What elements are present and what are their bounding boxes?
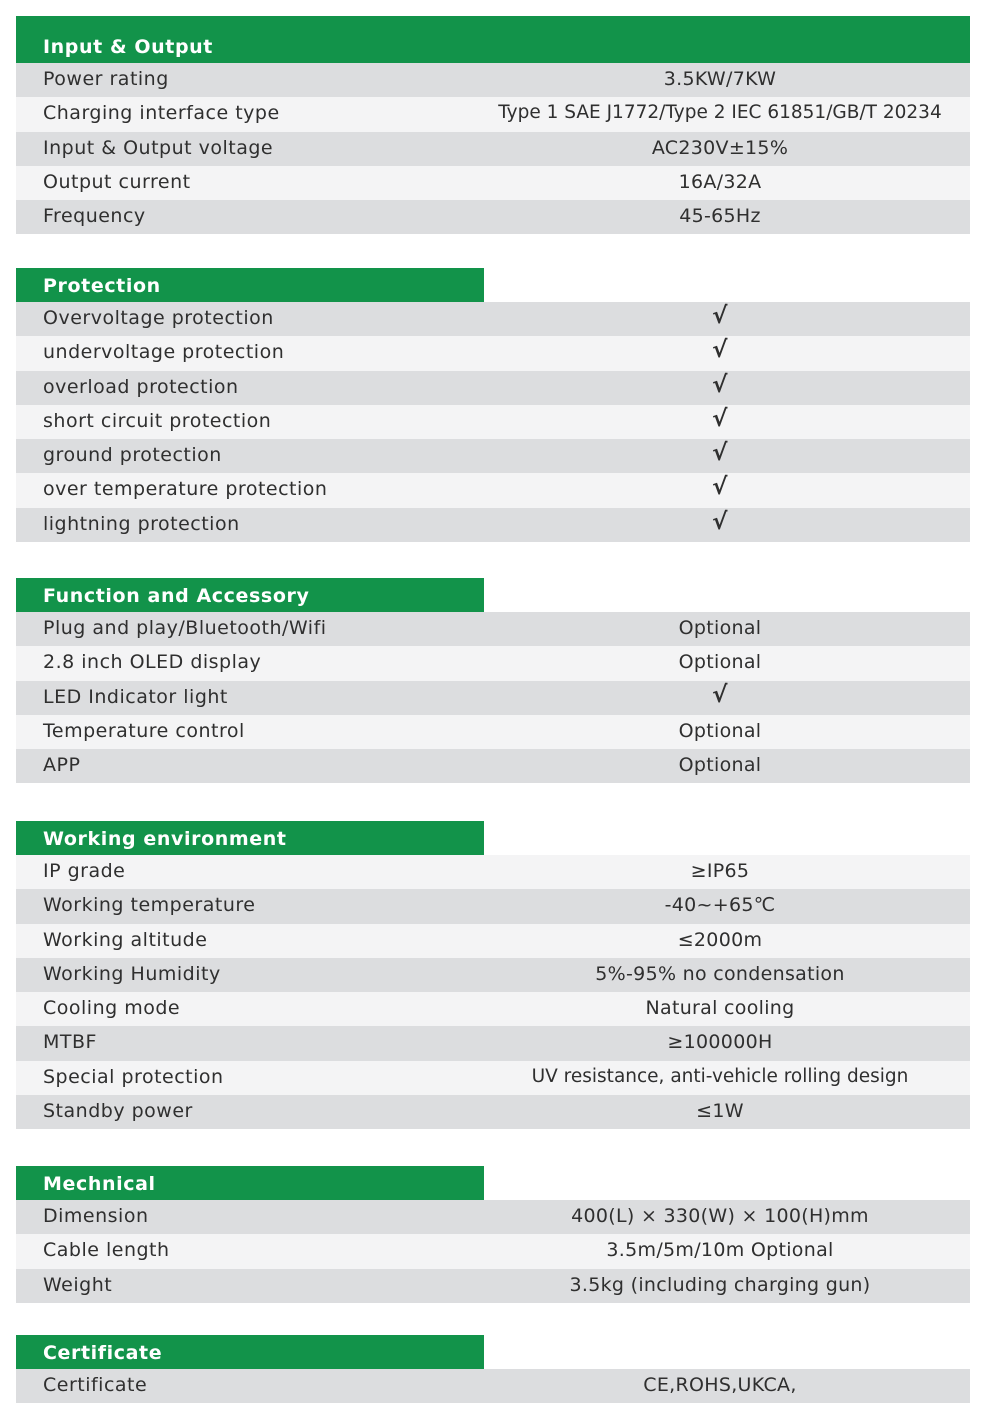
spec-label: Weight: [43, 1273, 113, 1296]
spec-label: over temperature protection: [43, 478, 328, 501]
spec-label: overload protection: [43, 375, 239, 398]
spec-label: Certificate: [43, 1374, 148, 1396]
spec-row: [16, 97, 970, 131]
section-header: [16, 29, 970, 63]
section-3: [16, 821, 970, 1129]
spec-row: [16, 1026, 970, 1060]
spec-value: 16A/32A: [678, 170, 762, 193]
section-title: Mechnical: [43, 1173, 156, 1195]
spec-value: 3.5kg (including charging gun): [569, 1273, 871, 1296]
section-title: Certificate: [43, 1342, 163, 1364]
spec-value: Optional: [678, 754, 762, 777]
spec-value: AC230V±15%: [651, 136, 789, 159]
spec-value: ≤1W: [696, 1100, 744, 1123]
spec-value: CE,ROHS,UKCA,: [643, 1374, 797, 1396]
spec-row: [16, 200, 970, 234]
section-4: [16, 1166, 970, 1303]
spec-label: Charging interface type: [43, 102, 280, 125]
spec-row: [16, 992, 970, 1026]
spec-value: -40~+65℃: [664, 894, 776, 917]
spec-row: [16, 1369, 970, 1403]
spec-label: lightning protection: [43, 512, 240, 535]
section-1: [16, 268, 970, 542]
check-mark-icon: √: [712, 337, 728, 364]
spec-label: Working Humidity: [43, 962, 221, 985]
spec-value: Type 1 SAE J1772/Type 2 IEC 61851/GB/T 20234: [498, 102, 942, 124]
spec-row: [16, 1200, 970, 1234]
spec-row: [16, 371, 970, 405]
spec-row: [16, 1269, 970, 1303]
section-0: [16, 29, 970, 234]
spec-row: [16, 302, 970, 336]
spec-label: Temperature control: [43, 719, 245, 742]
spec-value: Optional: [678, 651, 762, 674]
spec-label: Frequency: [43, 205, 146, 228]
spec-row: [16, 924, 970, 958]
spec-row: [16, 336, 970, 370]
spec-value: ≥100000H: [667, 1031, 773, 1054]
spec-label: Output current: [43, 170, 191, 193]
spec-label: APP: [43, 754, 81, 777]
spec-label: Working altitude: [43, 928, 208, 951]
spec-row: [16, 439, 970, 473]
spec-label: Plug and play/Bluetooth/Wifi: [43, 617, 327, 639]
check-mark-icon: √: [712, 508, 728, 535]
section-5: [16, 1335, 970, 1403]
section-header: [16, 1166, 970, 1200]
spec-value: 400(L) × 330(W) × 100(H)mm: [571, 1205, 869, 1227]
spec-label: MTBF: [43, 1031, 97, 1054]
section-header: [16, 578, 970, 612]
spec-label: Working temperature: [43, 894, 256, 917]
spec-label: Power rating: [43, 68, 169, 90]
spec-row: [16, 958, 970, 992]
spec-row: [16, 749, 970, 783]
spec-row: [16, 889, 970, 923]
spec-row: [16, 646, 970, 680]
spec-value: Natural cooling: [645, 997, 795, 1020]
check-mark-icon: √: [712, 371, 728, 398]
section-title: Protection: [43, 275, 161, 297]
spec-value: 3.5m/5m/10m Optional: [606, 1239, 834, 1262]
spec-row: [16, 612, 970, 646]
spec-value: Optional: [678, 719, 762, 742]
check-mark-icon: √: [712, 440, 728, 467]
spec-value: 5%-95% no condensation: [595, 962, 845, 985]
spec-value: 3.5KW/7KW: [663, 68, 777, 90]
spec-value: 45-65Hz: [679, 205, 761, 228]
spec-row: [16, 166, 970, 200]
spec-label: Cooling mode: [43, 997, 181, 1020]
spec-label: Dimension: [43, 1205, 149, 1227]
section-title: Working environment: [43, 828, 287, 850]
section-2: [16, 578, 970, 783]
spec-label: Standby power: [43, 1100, 193, 1123]
section-header: [16, 1335, 970, 1369]
section-header: [16, 268, 970, 302]
spec-row: [16, 473, 970, 507]
check-mark-icon: √: [712, 681, 728, 708]
spec-label: Special protection: [43, 1065, 224, 1088]
spec-label: LED Indicator light: [43, 685, 228, 708]
spec-label: IP grade: [43, 860, 126, 882]
check-mark-icon: √: [712, 405, 728, 432]
section-title: Function and Accessory: [43, 585, 310, 607]
section-header: [16, 821, 970, 855]
spec-row: [16, 715, 970, 749]
spec-row: [16, 681, 970, 715]
spec-value: UV resistance, anti-vehicle rolling design: [531, 1065, 909, 1087]
spec-label: ground protection: [43, 444, 222, 467]
spec-row: [16, 1061, 970, 1095]
spec-label: Input & Output voltage: [43, 136, 274, 159]
spec-label: 2.8 inch OLED display: [43, 651, 262, 674]
spec-row: [16, 132, 970, 166]
spec-row: [16, 1234, 970, 1268]
spec-label: undervoltage protection: [43, 341, 285, 364]
spec-row: [16, 63, 970, 97]
section-title: Input & Output: [43, 36, 213, 58]
spec-row: [16, 508, 970, 542]
check-mark-icon: √: [712, 474, 728, 501]
spec-value: ≥IP65: [690, 860, 750, 882]
spec-row: [16, 855, 970, 889]
spec-label: Cable length: [43, 1239, 170, 1262]
spec-label: Overvoltage protection: [43, 307, 274, 329]
spec-label: short circuit protection: [43, 409, 272, 432]
spec-row: [16, 1095, 970, 1129]
spec-row: [16, 405, 970, 439]
check-mark-icon: √: [712, 303, 728, 329]
spec-value: Optional: [678, 617, 762, 639]
spec-value: ≤2000m: [677, 928, 763, 951]
